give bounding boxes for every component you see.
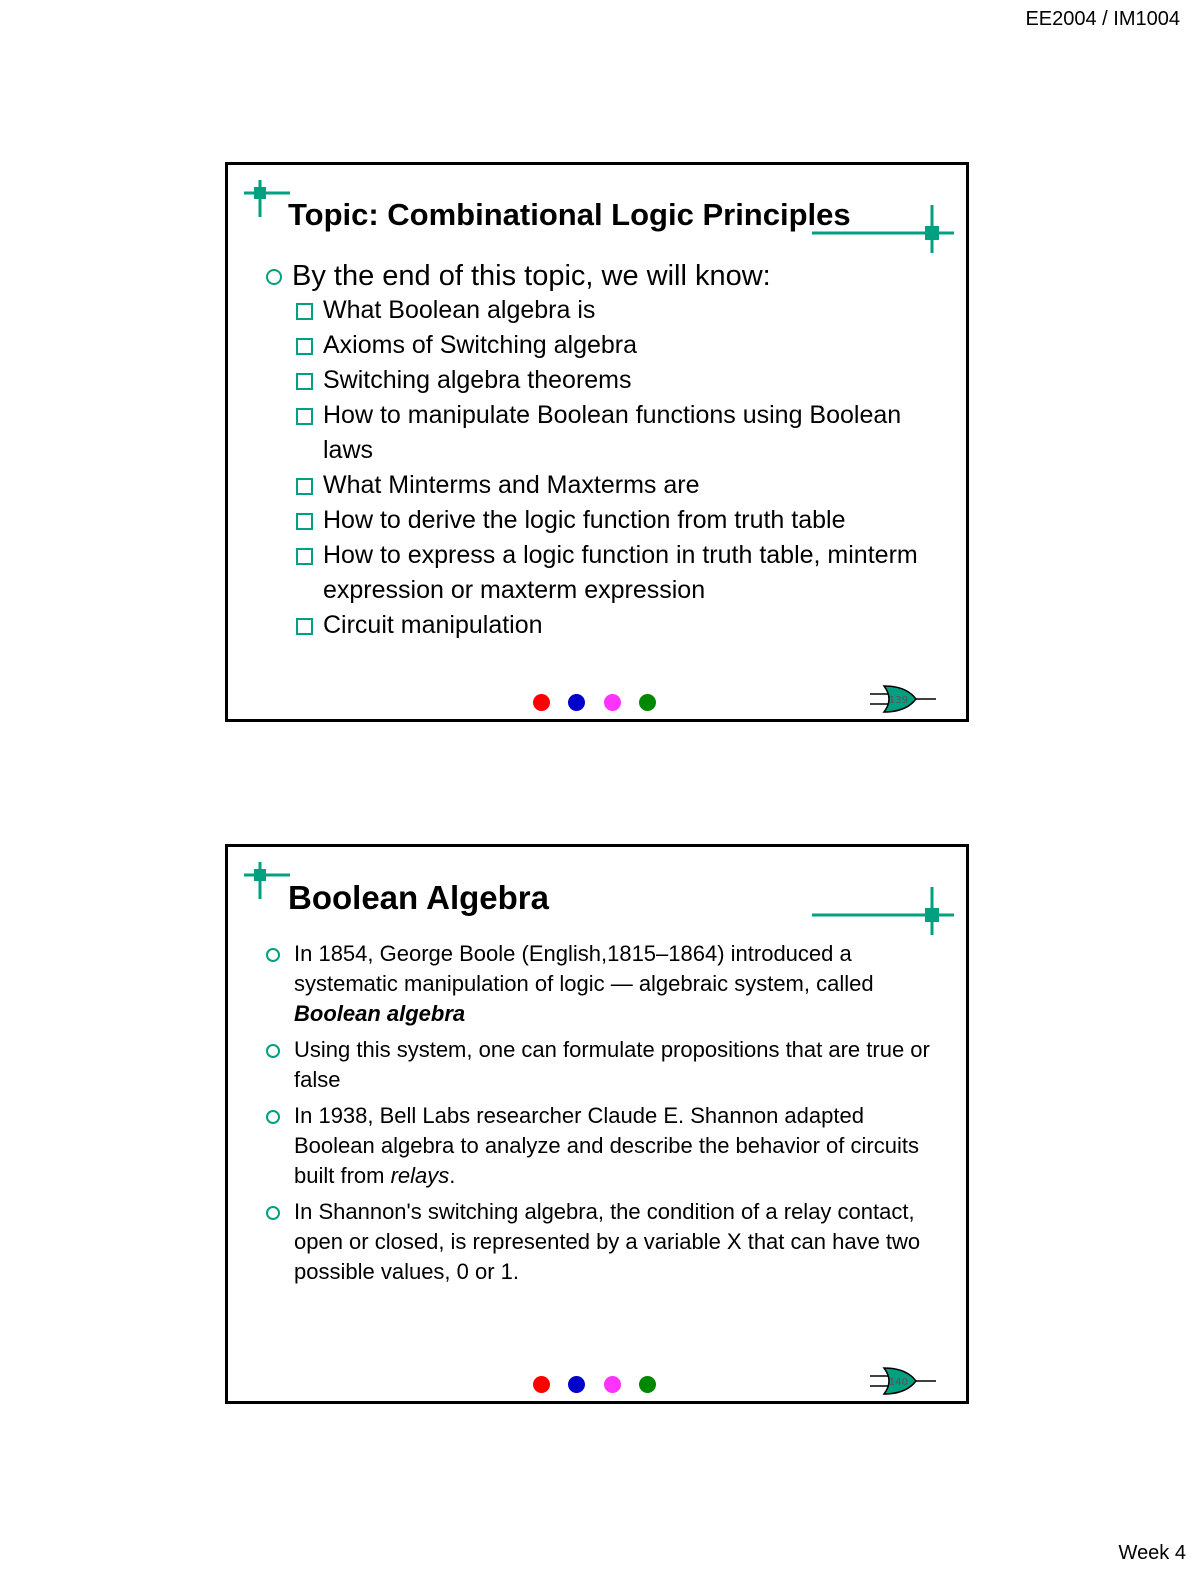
nav-dots <box>533 1376 653 1396</box>
list-item <box>296 503 942 538</box>
circle-bullet-icon <box>266 948 280 962</box>
list-item-text: Switching algebra theorems <box>323 366 632 394</box>
bullet-list <box>264 939 942 1287</box>
magenta-dot-icon <box>604 1376 621 1393</box>
list-item <box>296 363 942 398</box>
list-item-text: Axioms of Switching algebra <box>323 331 638 359</box>
circle-bullet-icon <box>266 269 282 285</box>
bullet-text-part: In 1854, George Boole (English,1815–1864) introduced a systematic manipulation of logic — algebraic system, called <box>294 941 874 996</box>
list-item <box>264 1101 942 1191</box>
list-item-text: What Boolean algebra is <box>323 296 596 324</box>
list-item-text: Circuit manipulation <box>323 611 543 639</box>
slide-boolean-algebra <box>225 844 969 1404</box>
square-bullet-icon <box>296 373 313 390</box>
square-bullet-icon <box>296 548 313 565</box>
green-dot-icon <box>639 694 656 711</box>
intro-bullet <box>264 259 942 293</box>
slide-content <box>264 939 942 1293</box>
list-item <box>296 538 942 608</box>
red-dot-icon <box>533 1376 550 1393</box>
bullet-text <box>294 939 942 1029</box>
list-item <box>296 468 942 503</box>
magenta-dot-icon <box>604 694 621 711</box>
red-dot-icon <box>533 694 550 711</box>
bullet-text: In Shannon's switching algebra, the condition of a relay contact, open or closed, is represented by a variable X that can have two possible values, 0 or 1. <box>294 1199 921 1284</box>
bullet-text: Using this system, one can formulate propositions that are true or false <box>294 1037 930 1092</box>
slide-content <box>264 259 942 643</box>
bullet-text <box>294 1101 942 1191</box>
page-header-course: EE2004 / IM1004 <box>1025 8 1180 30</box>
list-item-text: How to derive the logic function from truth table <box>323 506 846 534</box>
square-bullet-icon <box>296 303 313 320</box>
nav-dots <box>533 694 653 714</box>
page-footer-week: Week 4 <box>1118 1542 1186 1564</box>
circle-bullet-icon <box>266 1206 280 1220</box>
emphasis-text: Boolean algebra <box>294 1001 466 1026</box>
blue-dot-icon <box>568 1376 585 1393</box>
slide-number: 139 <box>888 695 908 706</box>
slide-number: 140 <box>888 1377 908 1388</box>
list-item <box>296 398 942 468</box>
corner-ornament-icon <box>242 179 292 219</box>
learning-objectives-list <box>264 293 942 643</box>
intro-text: By the end of this topic, we will know: <box>292 260 771 292</box>
square-bullet-icon <box>296 618 313 635</box>
bullet-text-part: . <box>449 1163 456 1188</box>
list-item <box>264 1035 942 1095</box>
blue-dot-icon <box>568 694 585 711</box>
square-bullet-icon <box>296 478 313 495</box>
list-item-text: What Minterms and Maxterms are <box>323 471 700 499</box>
square-bullet-icon <box>296 338 313 355</box>
list-item <box>264 939 942 1029</box>
bullet-text-part: In 1938, Bell Labs researcher Claude E. Shannon adapted Boolean algebra to analyze and describe the behavior of circuits built from <box>294 1103 919 1188</box>
list-item-text: How to manipulate Boolean functions using Boolean laws <box>323 401 902 464</box>
slide-title: Boolean Algebra <box>288 879 549 916</box>
square-bullet-icon <box>296 513 313 530</box>
list-item <box>296 608 942 643</box>
square-bullet-icon <box>296 408 313 425</box>
corner-ornament-icon <box>808 885 958 937</box>
list-item <box>264 1197 942 1287</box>
emphasis-text: relays <box>390 1163 450 1188</box>
circle-bullet-icon <box>266 1110 280 1124</box>
corner-ornament-icon <box>242 861 292 901</box>
green-dot-icon <box>639 1376 656 1393</box>
slide-title: Topic: Combinational Logic Principles <box>288 197 851 232</box>
list-item <box>296 293 942 328</box>
slide-combinational-logic <box>225 162 969 722</box>
circle-bullet-icon <box>266 1044 280 1058</box>
list-item <box>296 328 942 363</box>
list-item-text: How to express a logic function in truth table, minterm expression or maxterm expression <box>323 541 918 604</box>
